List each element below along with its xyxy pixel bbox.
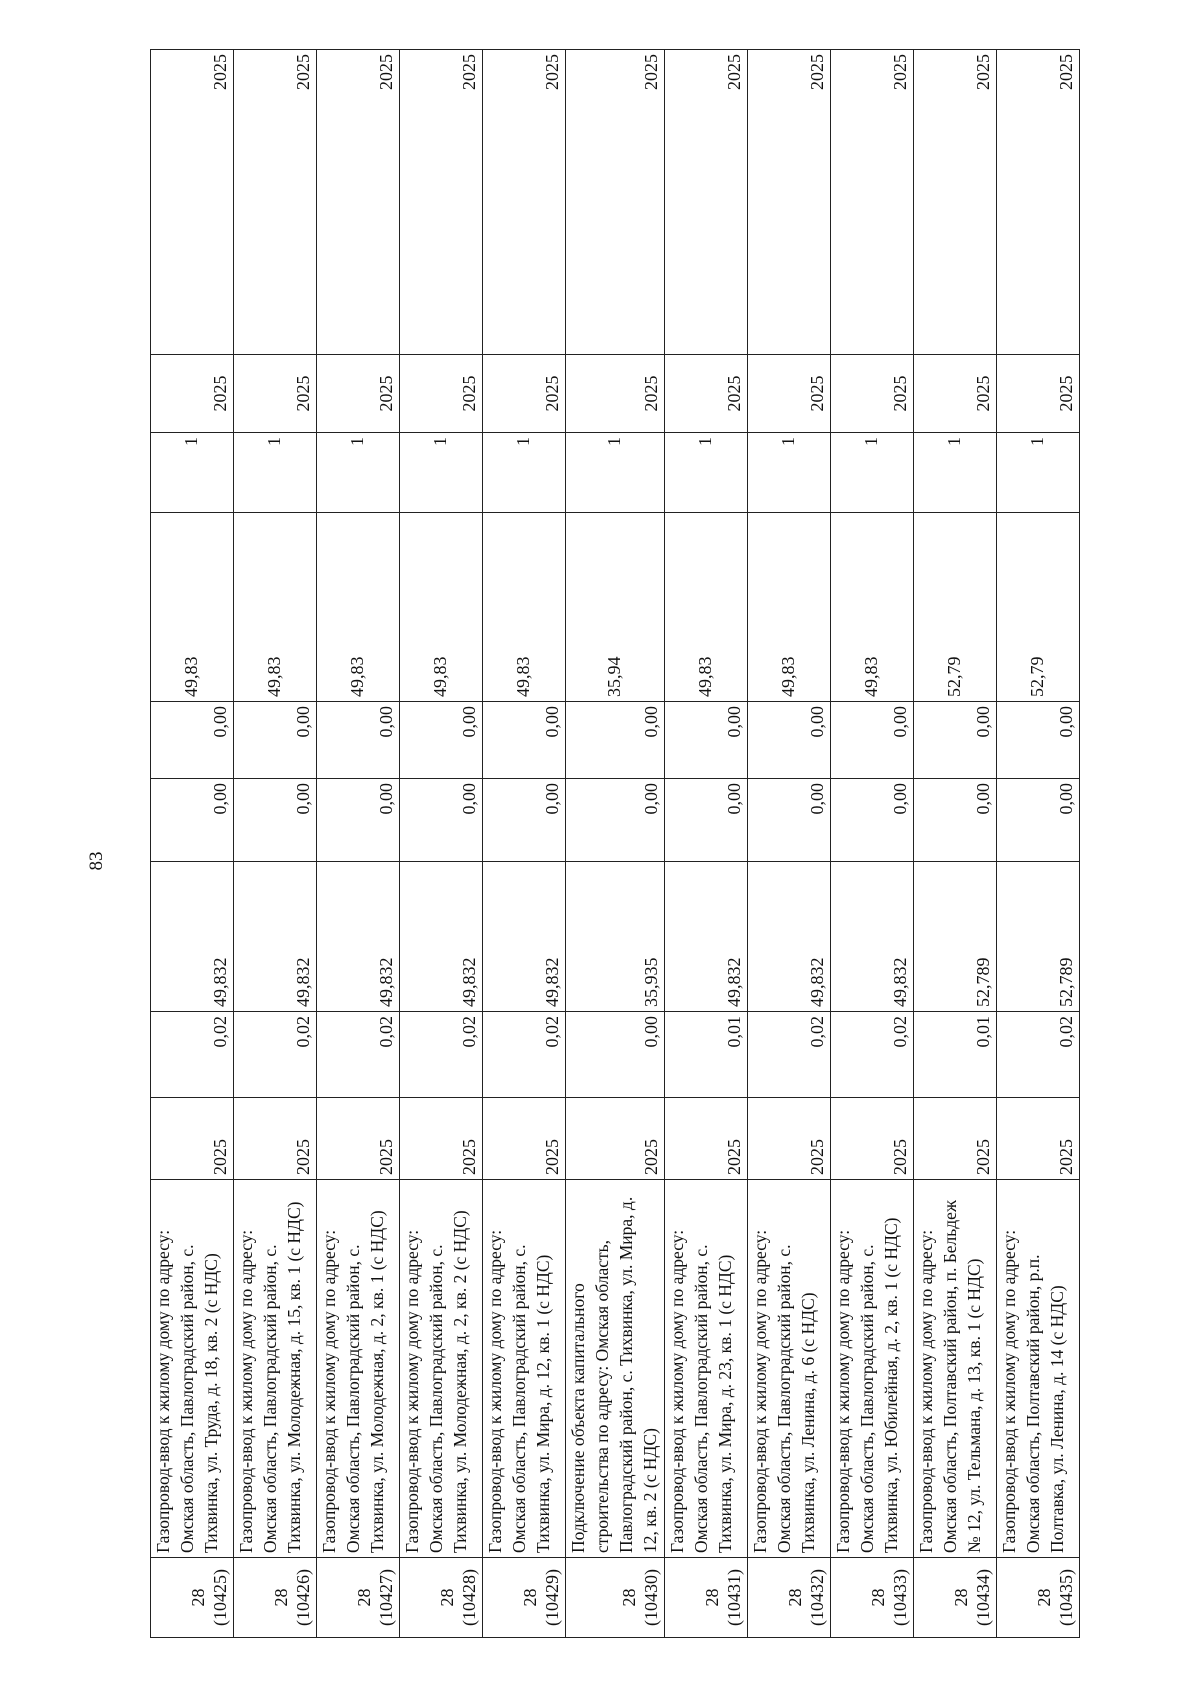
cell-v5: 49,83	[317, 513, 400, 702]
row-number: 28	[520, 1588, 540, 1607]
cell-v1: 0,01	[665, 1012, 748, 1098]
table-row	[748, 50, 831, 1638]
cell-v4: 0,00	[317, 702, 400, 779]
cell-year3: 2025	[665, 50, 748, 355]
cell-v3: 0,00	[665, 779, 748, 862]
row-number-cell	[483, 1558, 566, 1638]
cell-v1: 0,02	[317, 1012, 400, 1098]
row-code: (10433)	[890, 1569, 910, 1626]
cell-v1: 0,02	[400, 1012, 483, 1098]
row-number: 28	[354, 1588, 374, 1607]
cell-qty: 1	[483, 433, 566, 513]
row-code: (10429)	[542, 1569, 562, 1626]
cell-v3: 0,00	[317, 779, 400, 862]
cell-v2: 49,832	[234, 862, 317, 1012]
data-table	[150, 49, 1080, 1638]
cell-year: 2025	[151, 1098, 234, 1180]
cell-v3: 0,00	[483, 779, 566, 862]
cell-name: Газопровод-ввод к жилому дому по адресу: Омская область, Павлоградский район, с. Тихвинка, ул. Молодежная, д. 2, кв. 2 (с НДС)	[400, 1180, 483, 1558]
cell-year3: 2025	[748, 50, 831, 355]
row-code: (10426)	[293, 1569, 313, 1626]
table-row	[151, 50, 234, 1638]
cell-qty: 1	[831, 433, 914, 513]
cell-year2: 2025	[151, 355, 234, 433]
cell-v4: 0,00	[997, 702, 1080, 779]
cell-v4: 0,00	[234, 702, 317, 779]
rotated-table-frame	[150, 50, 1076, 1638]
cell-v4: 0,00	[914, 702, 997, 779]
row-number-cell	[748, 1558, 831, 1638]
cell-v5: 35,94	[566, 513, 665, 702]
row-code: (10435)	[1056, 1569, 1076, 1626]
cell-year2: 2025	[831, 355, 914, 433]
cell-v5: 52,79	[914, 513, 997, 702]
cell-v2: 49,832	[831, 862, 914, 1012]
table-row	[566, 50, 665, 1638]
cell-v3: 0,00	[234, 779, 317, 862]
row-number: 28	[271, 1588, 291, 1607]
row-number: 28	[188, 1588, 208, 1607]
cell-year: 2025	[400, 1098, 483, 1180]
cell-year: 2025	[831, 1098, 914, 1180]
cell-qty: 1	[400, 433, 483, 513]
row-number-cell	[831, 1558, 914, 1638]
cell-year: 2025	[234, 1098, 317, 1180]
cell-name: Газопровод-ввод к жилому дому по адресу: Омская область, Павлоградский район, с. Тихвинка, ул. Молодежная, д. 2, кв. 1 (с НДС)	[317, 1180, 400, 1558]
row-number-cell	[997, 1558, 1080, 1638]
cell-v3: 0,00	[566, 779, 665, 862]
row-number: 28	[619, 1588, 639, 1607]
cell-v4: 0,00	[831, 702, 914, 779]
cell-v3: 0,00	[748, 779, 831, 862]
cell-year3: 2025	[997, 50, 1080, 355]
cell-year2: 2025	[566, 355, 665, 433]
table-row	[317, 50, 400, 1638]
cell-qty: 1	[566, 433, 665, 513]
table-row	[914, 50, 997, 1638]
row-number: 28	[437, 1588, 457, 1607]
cell-v3: 0,00	[997, 779, 1080, 862]
cell-v4: 0,00	[665, 702, 748, 779]
cell-year3: 2025	[317, 50, 400, 355]
cell-year: 2025	[317, 1098, 400, 1180]
cell-v3: 0,00	[151, 779, 234, 862]
cell-v3: 0,00	[831, 779, 914, 862]
cell-v1: 0,02	[234, 1012, 317, 1098]
cell-name: Газопровод-ввод к жилому дому по адресу: Омская область, Полтавский район, р.п. Полтавка, ул. Ленина, д. 14 (с НДС)	[997, 1180, 1080, 1558]
row-code: (10428)	[459, 1569, 479, 1626]
cell-year3: 2025	[914, 50, 997, 355]
cell-year: 2025	[483, 1098, 566, 1180]
row-number-cell	[566, 1558, 665, 1638]
row-number-cell	[317, 1558, 400, 1638]
cell-name: Газопровод-ввод к жилому дому по адресу: Омская область, Павлоградский район, с. Тихвинка, ул. Ленина, д. 6 (с НДС)	[748, 1180, 831, 1558]
cell-year2: 2025	[317, 355, 400, 433]
cell-v4: 0,00	[483, 702, 566, 779]
table-row	[483, 50, 566, 1638]
table-row	[665, 50, 748, 1638]
cell-name: Газопровод-ввод к жилому дому по адресу: Омская область, Павлоградский район, с. Тихвинка, ул. Мира, д. 23, кв. 1 (с НДС)	[665, 1180, 748, 1558]
cell-v5: 52,79	[997, 513, 1080, 702]
cell-v5: 49,83	[234, 513, 317, 702]
cell-v2: 49,832	[665, 862, 748, 1012]
cell-year3: 2025	[234, 50, 317, 355]
table-row	[400, 50, 483, 1638]
cell-v5: 49,83	[151, 513, 234, 702]
cell-v4: 0,00	[748, 702, 831, 779]
cell-v1: 0,02	[997, 1012, 1080, 1098]
cell-v2: 35,935	[566, 862, 665, 1012]
cell-v4: 0,00	[566, 702, 665, 779]
cell-v1: 0,02	[831, 1012, 914, 1098]
cell-v5: 49,83	[831, 513, 914, 702]
cell-v1: 0,00	[566, 1012, 665, 1098]
cell-v2: 49,832	[151, 862, 234, 1012]
row-code: (10432)	[807, 1569, 827, 1626]
page-number: 83	[86, 851, 107, 871]
cell-v1: 0,02	[483, 1012, 566, 1098]
cell-v1: 0,02	[151, 1012, 234, 1098]
cell-year2: 2025	[997, 355, 1080, 433]
cell-name: Подключение объекта капитального строительства по адресу: Омская область, Павлоградский район, с. Тихвинка, ул. Мира, д. 12, кв. 2 (с НДС)	[566, 1180, 665, 1558]
cell-v5: 49,83	[665, 513, 748, 702]
cell-year3: 2025	[400, 50, 483, 355]
cell-name: Газопровод-ввод к жилому дому по адресу: Омская область, Павлоградский район, с. Тихвинка, ул. Молодежная, д. 15, кв. 1 (с НДС)	[234, 1180, 317, 1558]
cell-qty: 1	[234, 433, 317, 513]
cell-year3: 2025	[566, 50, 665, 355]
cell-year2: 2025	[914, 355, 997, 433]
cell-v5: 49,83	[400, 513, 483, 702]
cell-v2: 49,832	[317, 862, 400, 1012]
cell-v4: 0,00	[151, 702, 234, 779]
cell-year: 2025	[748, 1098, 831, 1180]
row-number: 28	[951, 1588, 971, 1607]
row-code: (10431)	[724, 1569, 744, 1626]
row-code: (10427)	[376, 1569, 396, 1626]
cell-qty: 1	[997, 433, 1080, 513]
cell-v2: 52,789	[997, 862, 1080, 1012]
cell-v2: 49,832	[483, 862, 566, 1012]
cell-v5: 49,83	[748, 513, 831, 702]
row-number-cell	[914, 1558, 997, 1638]
cell-v3: 0,00	[400, 779, 483, 862]
row-number-cell	[400, 1558, 483, 1638]
row-code: (10425)	[210, 1569, 230, 1626]
cell-v3: 0,00	[914, 779, 997, 862]
investment-table	[150, 50, 1076, 1638]
cell-name: Газопровод-ввод к жилому дому по адресу: Омская область, Павлоградский район, с. Тихвинка, ул. Труда, д. 18, кв. 2 (с НДС)	[151, 1180, 234, 1558]
cell-name: Газопровод-ввод к жилому дому по адресу: Омская область, Павлоградский район, с. Тихвинка, ул. Мира, д. 12, кв. 1 (с НДС)	[483, 1180, 566, 1558]
cell-v1: 0,01	[914, 1012, 997, 1098]
cell-year3: 2025	[831, 50, 914, 355]
cell-v5: 49,83	[483, 513, 566, 702]
cell-qty: 1	[151, 433, 234, 513]
cell-name: Газопровод-ввод к жилому дому по адресу: Омская область, Полтавский район, п. Бельдеж № 12, ул. Тельмана, д. 13, кв. 1 (с НДС)	[914, 1180, 997, 1558]
cell-v2: 49,832	[400, 862, 483, 1012]
cell-qty: 1	[665, 433, 748, 513]
table-row	[234, 50, 317, 1638]
cell-year2: 2025	[234, 355, 317, 433]
cell-name: Газопровод-ввод к жилому дому по адресу: Омская область, Павлоградский район, с. Тихвинка, ул. Юбилейная, д. 2, кв. 1 (с НДС)	[831, 1180, 914, 1558]
cell-year2: 2025	[483, 355, 566, 433]
cell-year3: 2025	[151, 50, 234, 355]
cell-qty: 1	[914, 433, 997, 513]
cell-year: 2025	[997, 1098, 1080, 1180]
cell-year3: 2025	[483, 50, 566, 355]
row-number-cell	[665, 1558, 748, 1638]
cell-year2: 2025	[400, 355, 483, 433]
row-number-cell	[151, 1558, 234, 1638]
table-row	[997, 50, 1080, 1638]
row-number: 28	[785, 1588, 805, 1607]
row-number: 28	[702, 1588, 722, 1607]
cell-v2: 52,789	[914, 862, 997, 1012]
cell-qty: 1	[317, 433, 400, 513]
row-code: (10434)	[973, 1569, 993, 1626]
row-number: 28	[1034, 1588, 1054, 1607]
cell-v2: 49,832	[748, 862, 831, 1012]
row-number: 28	[868, 1588, 888, 1607]
table-row	[831, 50, 914, 1638]
row-number-cell	[234, 1558, 317, 1638]
cell-year2: 2025	[748, 355, 831, 433]
cell-qty: 1	[748, 433, 831, 513]
row-code: (10430)	[641, 1569, 661, 1626]
cell-year: 2025	[665, 1098, 748, 1180]
cell-v4: 0,00	[400, 702, 483, 779]
cell-v1: 0,02	[748, 1012, 831, 1098]
cell-year: 2025	[566, 1098, 665, 1180]
cell-year: 2025	[914, 1098, 997, 1180]
cell-year2: 2025	[665, 355, 748, 433]
